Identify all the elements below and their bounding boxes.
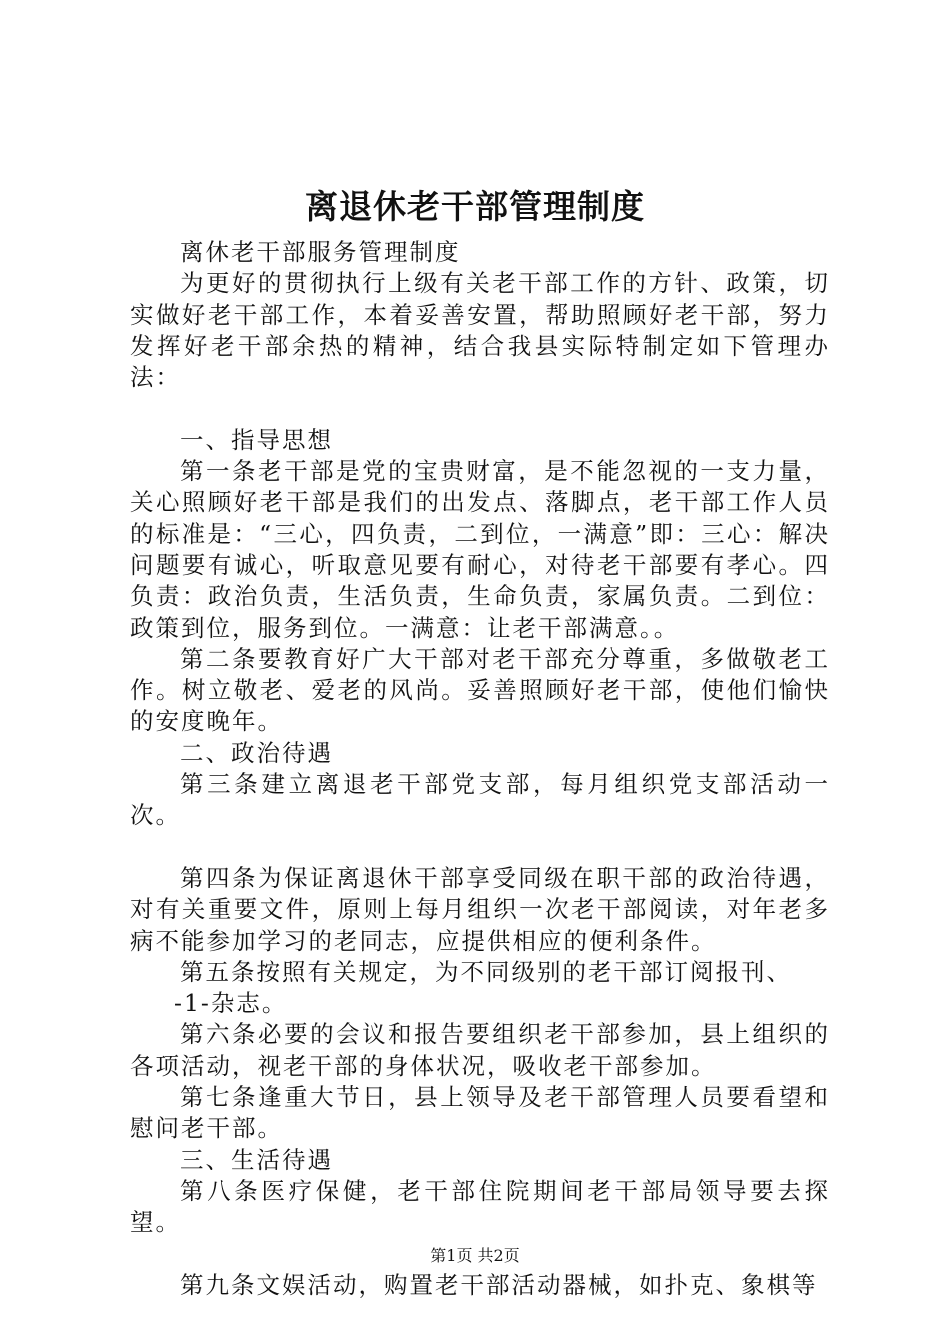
intro-paragraph: 为更好的贯彻执行上级有关老干部工作的方针、政策，切实做好老干部工作，本着妥善安置，帮助照顾好老干部，努力发挥好老干部余热的精神，结合我县实际特制定如下管理办法： (130, 269, 830, 392)
article-5-paragraph: 第五条按照有关规定，为不同级别的老干部订阅报刊、 (180, 957, 792, 986)
article-7-paragraph: 第七条逢重大节日，县上领导及老干部管理人员要看望和慰问老干部。 (130, 1083, 830, 1143)
section-heading-guiding-thought: 一、指导思想 (180, 425, 333, 454)
article-6-paragraph: 第六条必要的会议和报告要组织老干部参加，县上组织的各项活动，视老干部的身体状况，吸收老干部参加。 (130, 1020, 830, 1080)
subtitle-paragraph: 离休老干部服务管理制度 (180, 238, 461, 266)
section-heading-living-treatment: 三、生活待遇 (180, 1145, 333, 1174)
section-heading-political-treatment: 二、政治待遇 (180, 738, 333, 767)
blank-line (130, 832, 830, 863)
page-footer: 第1页 共2页 (430, 1246, 520, 1265)
article-3-paragraph: 第三条建立离退老干部党支部，每月组织党支部活动一次。 (130, 770, 830, 830)
blank-line (130, 393, 830, 424)
article-4-paragraph: 第四条为保证离退休干部享受同级在职干部的政治待遇，对有关重要文件，原则上每月组织一次老干部阅读，对年老多病不能参加学习的老同志，应提供相应的便利条件。 (130, 863, 830, 955)
article-8-paragraph: 第八条医疗保健，老干部住院期间老干部局领导要去探望。 (130, 1176, 830, 1237)
article-9-paragraph: 第九条文娱活动，购置老干部活动器械，如扑克、象棋等 (180, 1270, 818, 1299)
article-1-paragraph: 第一条老干部是党的宝贵财富，是不能忽视的一支力量，关心照顾好老干部是我们的出发点、落脚点，老干部工作人员的标准是：“三心，四负责，二到位，一满意”即：三心：解决问题要有诚心，听取意见要有耐心，对待老干部要有孝心。四负责：政治负责，生活负责，生命负责，家属负责。二到位：政策到位，服务到位。一满意：让老干部满意。。 (130, 457, 830, 642)
article-2-paragraph: 第二条要教育好广大干部对老干部充分尊重，多做敬老工作。树立敬老、爱老的风尚。妥善照顾好老干部，使他们愉快的安度晚年。 (130, 644, 830, 736)
document-title: 离退休老干部管理制度 (305, 187, 645, 226)
article-5-continuation: -1-杂志。 (174, 989, 288, 1018)
document-body (130, 237, 830, 1301)
